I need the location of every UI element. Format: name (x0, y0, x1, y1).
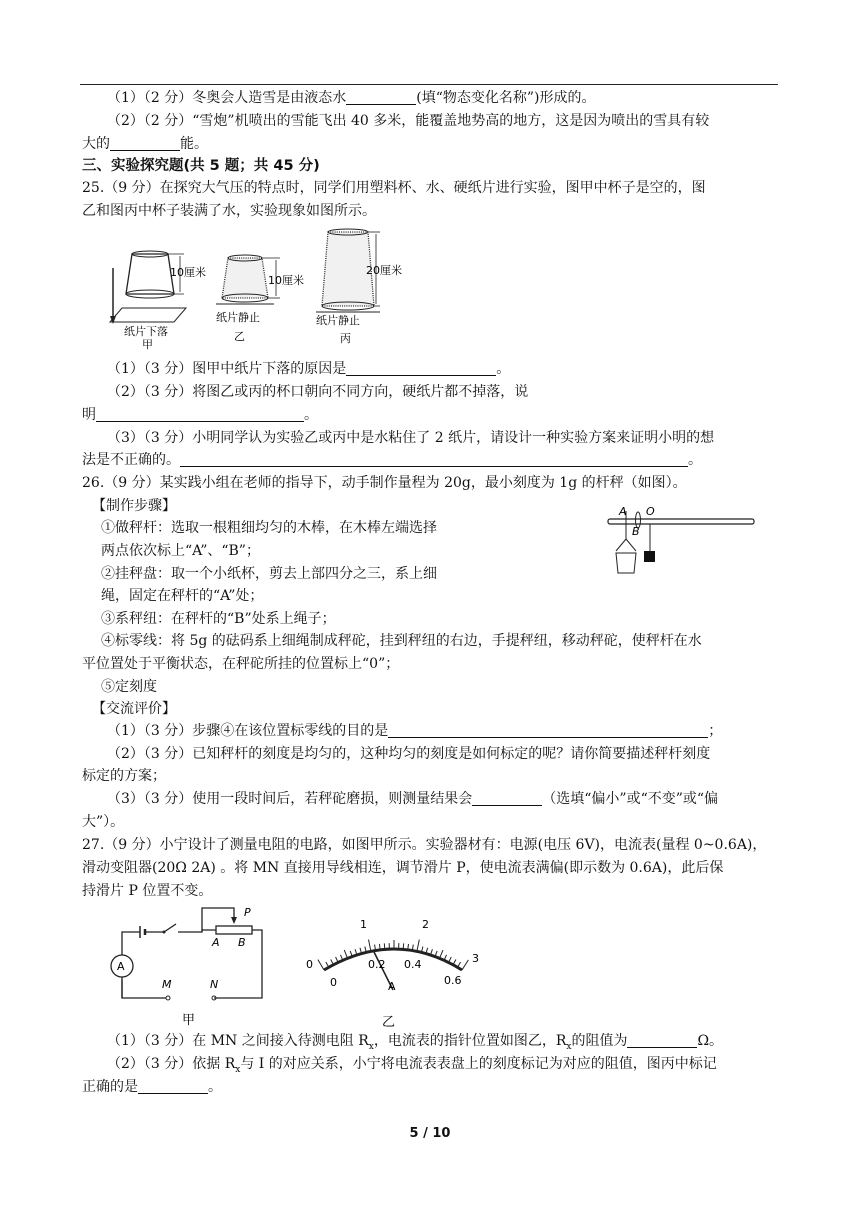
q26-make-heading: 【制作步骤】 (92, 498, 176, 514)
terminal-n-label: N (210, 978, 219, 991)
q27-stem: 27.（9 分）小宁设计了测量电阻的电路，如图甲所示。实验器材有：电源(电压 6V)，电流表(量程 0~0.6A)， (82, 837, 767, 853)
q26-step5: ⑤定刻度 (101, 679, 157, 695)
terminal-m-label: M (162, 978, 172, 991)
point-a-label: A (619, 505, 627, 518)
answer-blank[interactable] (138, 1079, 208, 1094)
q25-part3: （3）（3 分）小明同学认为实验乙或丙中是水粘住了 2 纸片，请设计一种实验方案来证明小明的想 (107, 430, 715, 446)
dial-tick (318, 960, 324, 970)
dial-unit-symbol: A (388, 980, 396, 993)
q24-part1: （1）（2 分）冬奥会人造雪是由液态水 (填“物态变化名称”)形成的。 (107, 90, 596, 106)
cup1-height: 10厘米 (170, 266, 206, 279)
cup-experiment-figure (104, 224, 416, 352)
q27-stem-cont2: 持滑片 P 位置不变。 (82, 883, 213, 899)
answer-blank[interactable] (96, 407, 304, 422)
q26-stem: 26.（9 分）某实践小组在老师的指导下，动手制作量程为 20g，最小刻度为 1g 的杆秤（如图）。 (82, 475, 687, 491)
q25-part2-cont: 明 。 (82, 407, 318, 423)
dial-caption: 乙 (382, 1015, 396, 1030)
answer-blank[interactable] (388, 723, 708, 738)
page-number: 5 / 10 (409, 1126, 451, 1141)
cup3-name: 丙 (340, 332, 351, 345)
q26-step4-cont: 平位置处于平衡状态，在秤砣所挂的位置标上“0”； (82, 656, 400, 672)
dial-tick (440, 950, 443, 958)
bottom-scale-0-6: 0.6 (444, 974, 462, 987)
q26-step2: ②挂秤盘：取一个小纸杯，剪去上部四分之三，系上细 (101, 566, 437, 582)
header-rule (80, 84, 778, 85)
terminal-b-label: B (238, 936, 246, 949)
q27-part2-cont: 正确的是 。 (82, 1079, 222, 1095)
q26-part2: （2）（3 分）已知秤杆的刻度是均匀的，这种均匀的刻度是如何标定的呢？请你简要描述秤杆刻度 (107, 746, 711, 762)
cup2-name: 乙 (234, 330, 245, 343)
top-scale-0: 0 (306, 958, 313, 971)
point-b-label: B (632, 525, 640, 538)
q26-part1: （1）（3 分）步骤④在该位置标零线的目的是 ； (107, 723, 723, 739)
top-scale-2: 2 (422, 918, 429, 931)
q26-step1: ①做秤杆：选取一根粗细均匀的木棒，在木棒左端选择 (101, 520, 437, 536)
answer-blank[interactable] (472, 791, 542, 806)
answer-blank[interactable] (110, 136, 180, 151)
point-o-label: O (646, 505, 655, 518)
q26-part3: （3）（3 分）使用一段时间后，若秤砣磨损，则测量结果会 （选填“偏小”或“不变”或“偏 (107, 791, 719, 807)
q27-part1: （1）（3 分）在 MN 之间接入待测电阻 $R_x$，电流表的指针位置如图乙，$R_x$的阻值为 Ω。 (107, 1033, 724, 1052)
cup3-height: 20厘米 (366, 264, 402, 277)
slider-p-label: P (244, 906, 251, 919)
terminal-a-label: A (212, 936, 220, 949)
ammeter-dial-figure (300, 910, 500, 1032)
ammeter-symbol: A (117, 960, 125, 973)
q25-part1: （1）（3 分）图甲中纸片下落的原因是 。 (107, 361, 511, 377)
q24-part2-cont: 大的 能。 (82, 136, 208, 152)
cup2-caption: 纸片静止 (216, 311, 260, 324)
top-scale-1: 1 (360, 918, 367, 931)
dial-tick (369, 940, 371, 952)
circuit-caption: 甲 (182, 1013, 196, 1028)
q25-part2: （2）（3 分）将图乙或丙的杯口朝向不同方向，硬纸片都不掉落，说 (107, 384, 529, 400)
q25-part3-cont: 法是不正确的。 。 (82, 452, 702, 468)
q26-step4: ④标零线：将 5g 的砝码系上细绳制成秤砣，挂到秤纽的右边，手提秤纽，移动秤砣，使秤杆在水 (101, 633, 702, 649)
q25-stem: 25.（9 分）在探究大气压的特点时，同学们用塑料杯、水、硬纸片进行实验，图甲中杯子是空的，图 (82, 180, 706, 196)
q27-stem-cont: 滑动变阻器(20Ω 2A) 。将 MN 直接用导线相连，调节滑片 P，使电流表满偏(即示数为 0.6A)，此后保 (82, 860, 724, 876)
q26-part2-cont: 标定的方案； (82, 768, 166, 784)
circuit-diagram (104, 902, 274, 1028)
steelyard-figure (604, 505, 760, 577)
cup1-name: 甲 (142, 338, 153, 351)
q25-stem-cont: 乙和图丙中杯子装满了水，实验现象如图所示。 (82, 203, 376, 219)
cup2-height: 10厘米 (268, 274, 304, 287)
q26-step2-cont: 绳，固定在秤杆的“A”处； (101, 588, 264, 604)
dial-tick (344, 950, 347, 958)
bottom-scale-0-4: 0.4 (404, 958, 422, 971)
cup1-caption: 纸片下落 (124, 325, 168, 338)
q24-part2: （2）（2 分）“雪炮”机喷出的雪能飞出 40 多米，能覆盖地势高的地方，这是因为喷出的雪具有较 (107, 113, 710, 129)
top-scale-3: 3 (472, 952, 479, 965)
q26-step3: ③系秤纽：在秤杆的“B”处系上绳子； (101, 611, 336, 627)
dial-tick (417, 940, 419, 952)
q26-eval-heading: 【交流评价】 (92, 701, 176, 717)
answer-blank[interactable] (346, 90, 416, 105)
answer-blank[interactable] (180, 452, 688, 467)
answer-blank[interactable] (346, 361, 496, 376)
bottom-scale-0-2: 0.2 (368, 958, 386, 971)
cup3-caption: 纸片静止 (316, 314, 360, 327)
q26-step1-cont: 两点依次标上“A”、“B”； (101, 543, 260, 559)
section-title: 三、实验探究题(共 5 题；共 45 分) (82, 158, 320, 174)
q27-part2: （2）（3 分）依据 $R_x$与 I 的对应关系，小宁将电流表表盘上的刻度标记为对应的阻值，图丙中标记 (107, 1056, 717, 1075)
dial-tick (462, 960, 468, 970)
bottom-scale-0: 0 (330, 976, 337, 989)
q26-part3-cont: 大”）。 (82, 814, 125, 830)
answer-blank[interactable] (627, 1033, 697, 1048)
